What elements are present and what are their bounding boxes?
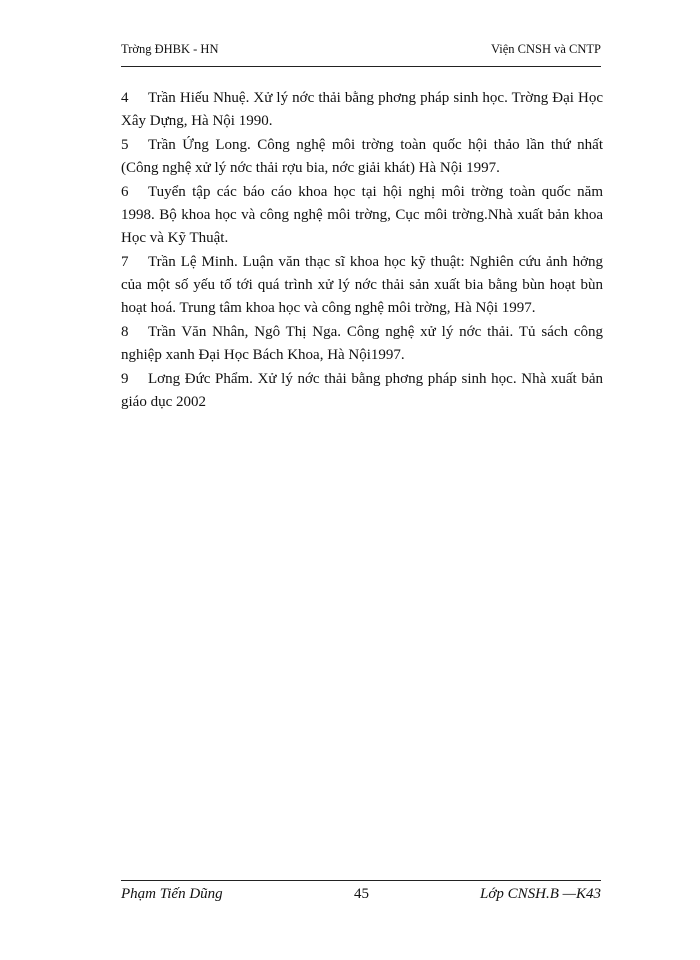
header-institution: Trờng ĐHBK - HN <box>121 42 219 56</box>
reference-text: Lơng Đức Phẩm. Xử lý nớc thải bằng phơng pháp sinh học. Nhà xuất bản giáo dục 2002 <box>121 371 603 410</box>
reference-number: 8 <box>121 324 129 340</box>
page-header <box>121 40 601 60</box>
reference-text: Tuyển tập các báo cáo khoa học tại hội nghị môi trờng toàn quốc năm 1998. Bộ khoa học và công nghệ môi trờng, Cục môi trờng.Nhà xuất bản khoa Học và Kỹ Thuật. <box>121 184 603 246</box>
reference-number: 9 <box>121 371 129 387</box>
reference-number: 5 <box>121 137 129 153</box>
reference-number: 7 <box>121 254 129 270</box>
reference-item <box>121 251 603 320</box>
reference-number: 4 <box>121 90 129 106</box>
reference-item <box>121 368 603 414</box>
reference-item <box>121 181 603 250</box>
reference-text: Trần Văn Nhân, Ngô Thị Nga. Công nghệ xử lý nớc thải. Tủ sách công nghiệp xanh Đại Học Bách Khoa, Hà Nội1997. <box>121 324 603 363</box>
reference-list <box>121 87 603 415</box>
reference-text: Trần Hiếu Nhuệ. Xử lý nớc thải bằng phơng pháp sinh học. Trờng Đại Học Xây Dựng, Hà Nội 1990. <box>121 90 603 129</box>
reference-item <box>121 134 603 180</box>
footer-author: Phạm Tiến Dũng <box>121 886 223 902</box>
footer-divider <box>121 880 601 881</box>
reference-item <box>121 321 603 367</box>
reference-text: Trần Lệ Minh. Luận văn thạc sĩ khoa học kỹ thuật: Nghiên cứu ảnh hởng của một số yếu tố tới quá trình xử lý nớc thải sản xuất bia bằng bùn hoạt bùn hoạt hoá. Trung tâm khoa học và công nghệ môi trờng, Hà Nội 1997. <box>121 254 603 316</box>
footer-class: Lớp CNSH.B —K43 <box>480 886 601 902</box>
reference-item <box>121 87 603 133</box>
header-divider <box>121 66 601 67</box>
reference-text: Trần Ứng Long. Công nghệ môi trờng toàn quốc hội thảo lần thứ nhất (Công nghệ xử lý nớc thải rợu bia, nớc giải khát) Hà Nội 1997. <box>121 137 603 176</box>
page-footer <box>121 886 601 908</box>
header-department: Viện CNSH và CNTP <box>490 42 601 56</box>
reference-number: 6 <box>121 184 129 200</box>
page-number: 45 <box>354 886 369 902</box>
